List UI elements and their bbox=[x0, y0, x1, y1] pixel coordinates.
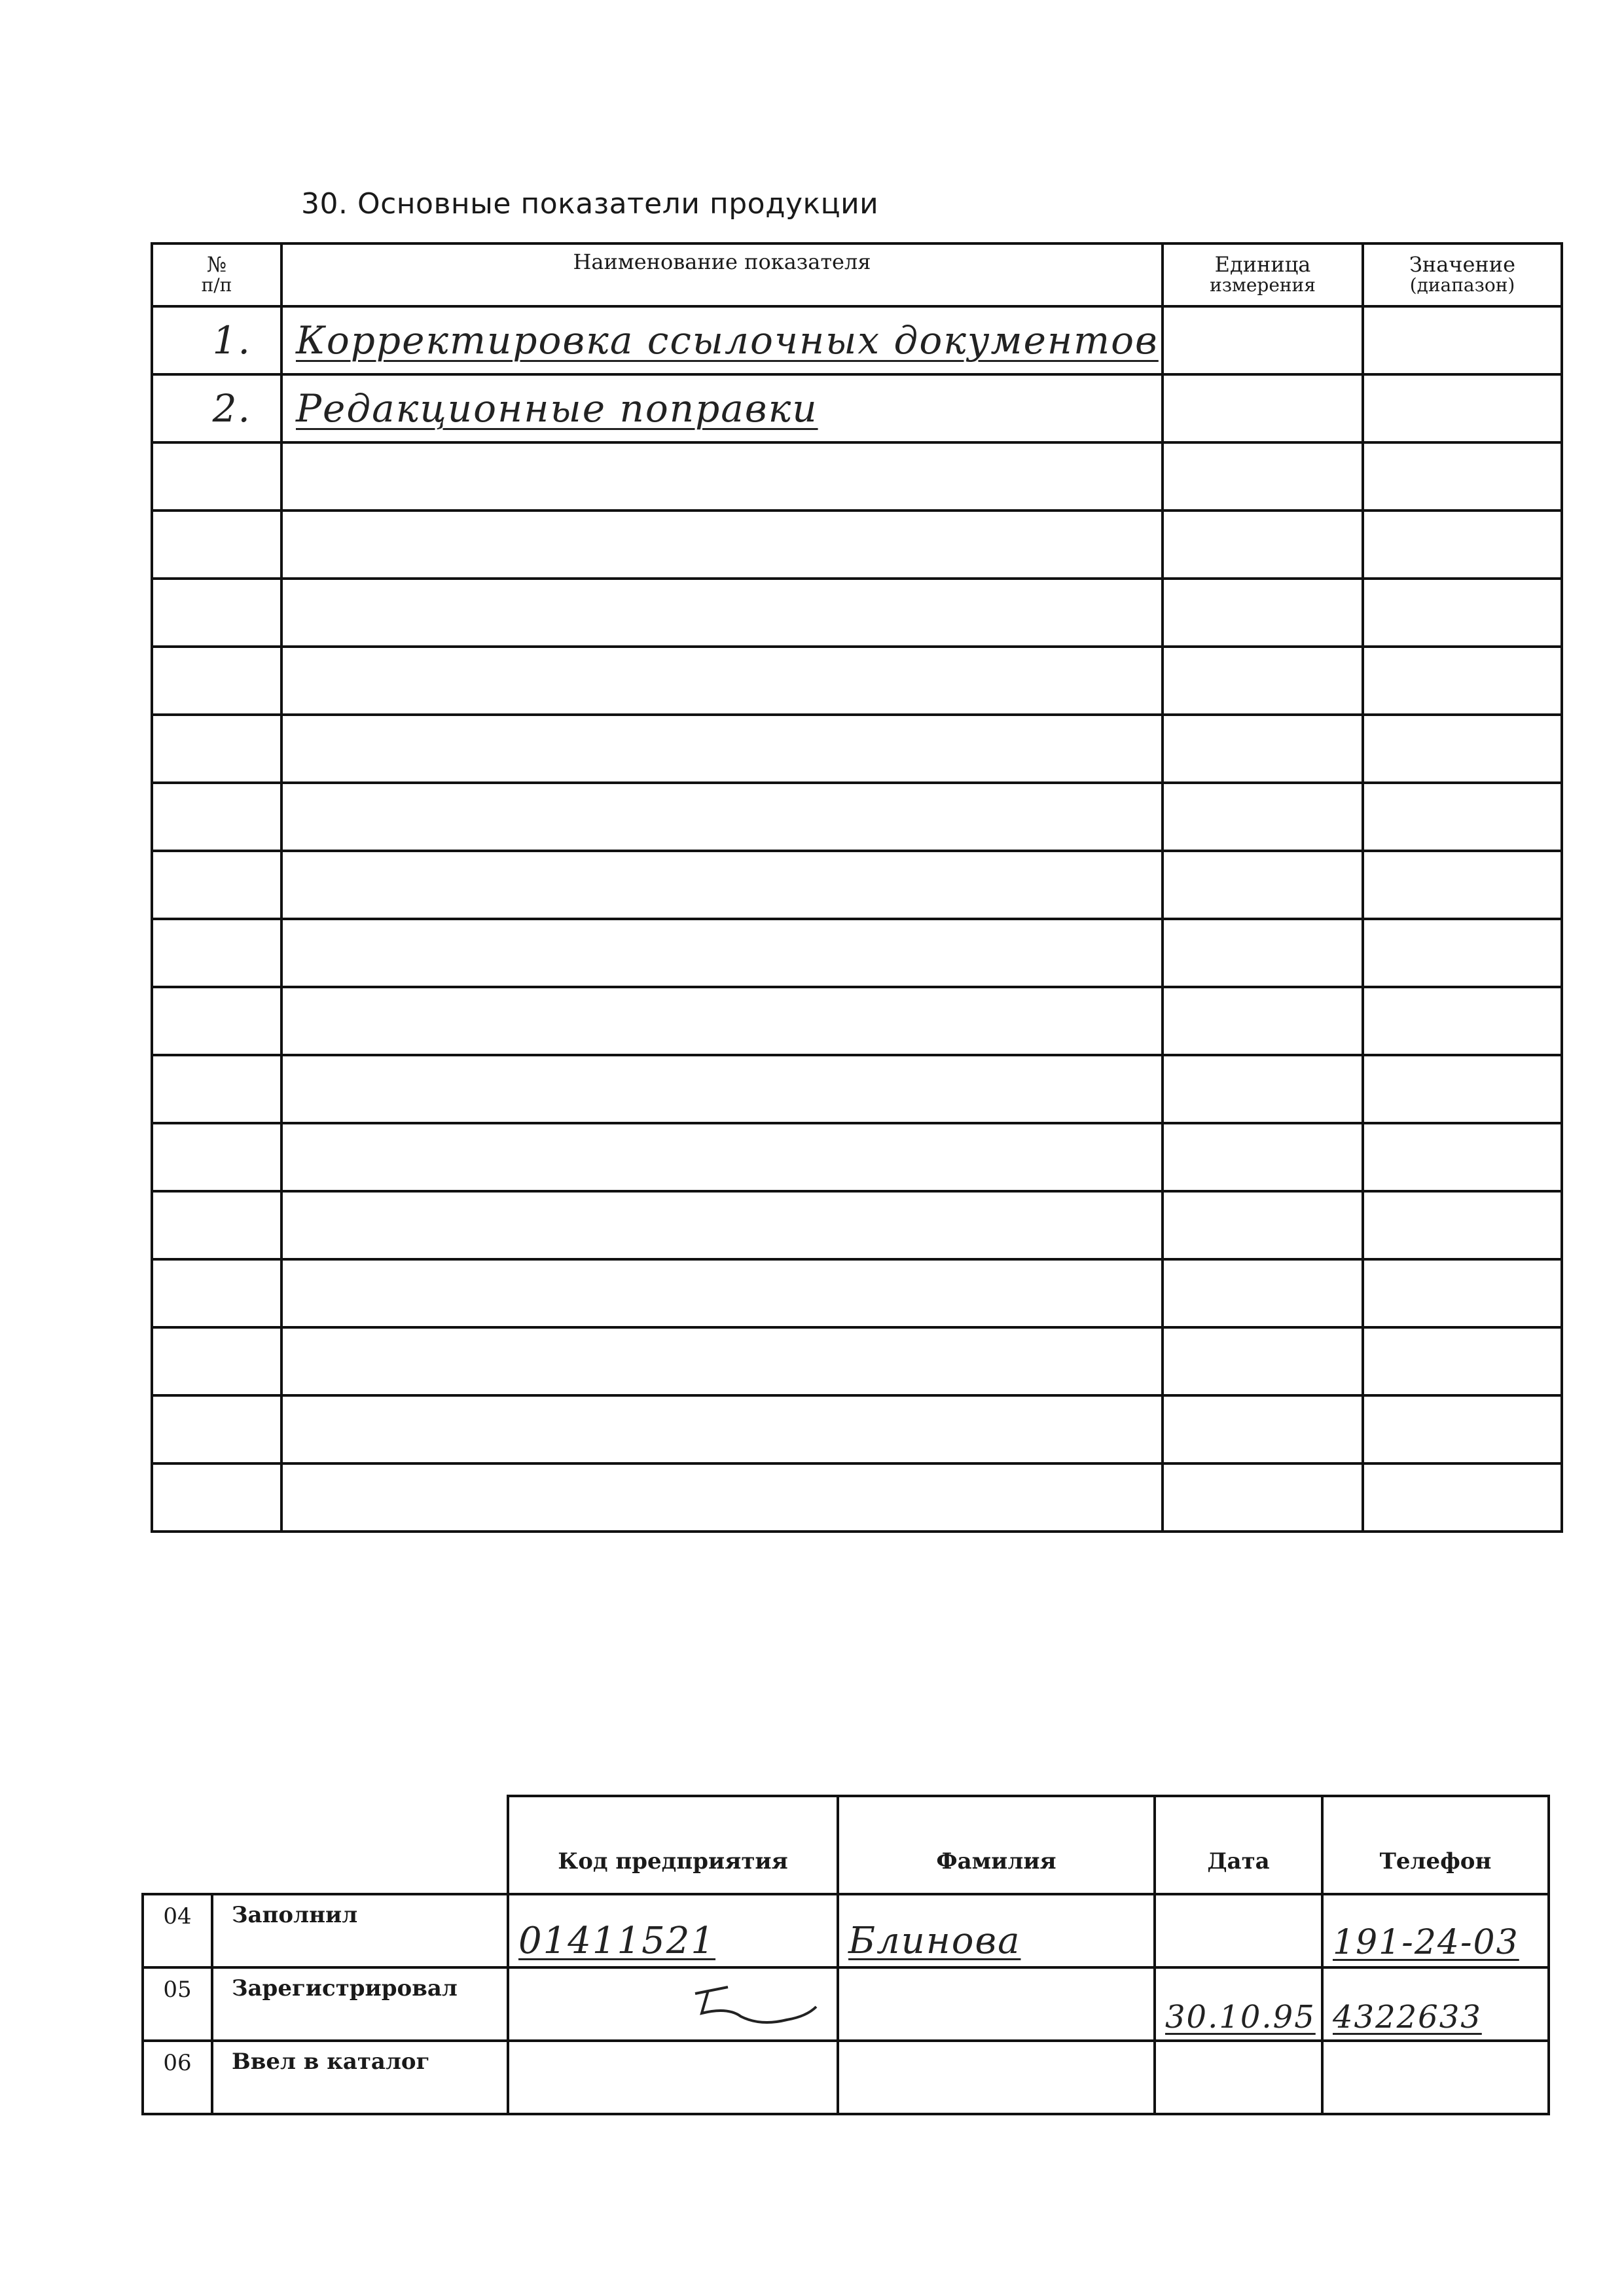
unit-cell[interactable] bbox=[1163, 1395, 1363, 1463]
value-cell[interactable] bbox=[1363, 511, 1562, 579]
row-code: 04 bbox=[143, 1894, 212, 1967]
phone-header: Телефон bbox=[1322, 1796, 1549, 1894]
value-cell[interactable] bbox=[1363, 306, 1562, 374]
unit-cell[interactable] bbox=[1163, 374, 1363, 442]
unit-cell[interactable] bbox=[1163, 919, 1363, 987]
indicator-name-cell[interactable] bbox=[281, 511, 1163, 579]
company-code-value: 01411521 bbox=[518, 1920, 716, 1962]
indicator-name-cell[interactable] bbox=[281, 1191, 1163, 1259]
row-number-cell[interactable] bbox=[152, 1055, 281, 1123]
indicator-name-cell[interactable] bbox=[281, 715, 1163, 783]
row-role: Ввел в каталог bbox=[212, 2041, 508, 2114]
row-number-cell[interactable] bbox=[152, 442, 281, 511]
value-cell[interactable] bbox=[1363, 1395, 1562, 1463]
row-number-cell[interactable] bbox=[152, 851, 281, 919]
unit-cell[interactable] bbox=[1163, 511, 1363, 579]
indicator-name-cell[interactable] bbox=[281, 783, 1163, 851]
date-cell[interactable] bbox=[1155, 2041, 1322, 2114]
row-number-cell[interactable] bbox=[152, 987, 281, 1055]
name-header-label: Наименование показателя bbox=[573, 249, 871, 274]
signature-scribble bbox=[689, 1981, 820, 2036]
indicator-name-cell[interactable] bbox=[281, 1327, 1163, 1395]
num-header-line1: № bbox=[206, 252, 227, 277]
value-cell[interactable] bbox=[1363, 374, 1562, 442]
indicator-name-cell[interactable] bbox=[281, 442, 1163, 511]
indicator-name-cell[interactable] bbox=[281, 1055, 1163, 1123]
unit-cell[interactable] bbox=[1163, 647, 1363, 715]
row-number-cell[interactable] bbox=[152, 374, 281, 442]
unit-cell[interactable] bbox=[1163, 306, 1363, 374]
phone-value: 4322633 bbox=[1333, 1999, 1482, 2036]
empty-table-row bbox=[152, 511, 1562, 579]
table-row bbox=[152, 306, 1562, 374]
phone-cell[interactable] bbox=[1322, 1894, 1549, 1967]
company-code-cell[interactable] bbox=[508, 2041, 838, 2114]
unit-cell[interactable] bbox=[1163, 1327, 1363, 1395]
empty-table-row bbox=[152, 442, 1562, 511]
unit-cell[interactable] bbox=[1163, 442, 1363, 511]
unit-cell[interactable] bbox=[1163, 1123, 1363, 1191]
value-cell[interactable] bbox=[1363, 1055, 1562, 1123]
signature-header-row bbox=[143, 1796, 1549, 1894]
empty-table-row bbox=[152, 1327, 1562, 1395]
unit-header-line1: Единица bbox=[1214, 252, 1311, 277]
num-header bbox=[152, 243, 281, 306]
empty-table-row bbox=[152, 647, 1562, 715]
company-code-cell[interactable] bbox=[508, 1967, 838, 2041]
row-number-cell[interactable] bbox=[152, 1259, 281, 1327]
empty-table-row bbox=[152, 919, 1562, 987]
signature-row bbox=[143, 2041, 1549, 2114]
date-cell[interactable] bbox=[1155, 1967, 1322, 2041]
table-row bbox=[152, 374, 1562, 442]
unit-cell[interactable] bbox=[1163, 579, 1363, 647]
value-cell[interactable] bbox=[1363, 579, 1562, 647]
indicator-name-cell[interactable] bbox=[281, 1123, 1163, 1191]
empty-table-row bbox=[152, 1259, 1562, 1327]
row-number-cell[interactable] bbox=[152, 1327, 281, 1395]
row-number-cell[interactable] bbox=[152, 306, 281, 374]
value-header-line1: Значение bbox=[1409, 252, 1516, 277]
empty-table-row bbox=[152, 1395, 1562, 1463]
unit-cell[interactable] bbox=[1163, 1259, 1363, 1327]
indicators-header-row bbox=[152, 243, 1562, 306]
row-number-cell[interactable] bbox=[152, 1191, 281, 1259]
row-code: 05 bbox=[143, 1967, 212, 2041]
empty-table-row bbox=[152, 987, 1562, 1055]
unit-cell[interactable] bbox=[1163, 851, 1363, 919]
unit-cell[interactable] bbox=[1163, 783, 1363, 851]
signature-row bbox=[143, 1967, 1549, 2041]
empty-table-row bbox=[152, 1463, 1562, 1532]
empty-table-row bbox=[152, 1191, 1562, 1259]
row-number-cell[interactable] bbox=[152, 511, 281, 579]
row-number-cell[interactable] bbox=[152, 1395, 281, 1463]
value-cell[interactable] bbox=[1363, 851, 1562, 919]
row-number-cell[interactable] bbox=[152, 1463, 281, 1532]
row-number-cell[interactable] bbox=[152, 579, 281, 647]
company-code-header: Код предприятия bbox=[508, 1796, 838, 1894]
row-number-cell[interactable] bbox=[152, 1123, 281, 1191]
value-cell[interactable] bbox=[1363, 987, 1562, 1055]
indicators-table bbox=[151, 242, 1563, 1533]
indicator-name-cell[interactable] bbox=[281, 1463, 1163, 1532]
surname-cell[interactable] bbox=[838, 2041, 1155, 2114]
unit-cell[interactable] bbox=[1163, 987, 1363, 1055]
value-cell[interactable] bbox=[1363, 1259, 1562, 1327]
value-cell[interactable] bbox=[1363, 783, 1562, 851]
unit-cell[interactable] bbox=[1163, 1055, 1363, 1123]
signature-row bbox=[143, 1894, 1549, 1967]
value-header-line2: (диапазон) bbox=[1409, 274, 1515, 296]
phone-value: 191-24-03 bbox=[1333, 1923, 1519, 1962]
unit-cell[interactable] bbox=[1163, 1463, 1363, 1532]
indicator-name-cell[interactable] bbox=[281, 1395, 1163, 1463]
surname-value: Блинова bbox=[848, 1920, 1021, 1962]
empty-table-row bbox=[152, 783, 1562, 851]
empty-table-row bbox=[152, 851, 1562, 919]
row-role: Зарегистрировал bbox=[212, 1967, 508, 2041]
phone-cell[interactable] bbox=[1322, 2041, 1549, 2114]
date-header: Дата bbox=[1155, 1796, 1322, 1894]
unit-header bbox=[1163, 243, 1363, 306]
surname-cell[interactable] bbox=[838, 1894, 1155, 1967]
signature-table bbox=[141, 1795, 1550, 2115]
indicator-name-cell[interactable] bbox=[281, 919, 1163, 987]
company-code-cell[interactable] bbox=[508, 1894, 838, 1967]
empty-table-row bbox=[152, 1123, 1562, 1191]
indicator-name-cell[interactable] bbox=[281, 647, 1163, 715]
indicator-name-cell[interactable] bbox=[281, 579, 1163, 647]
row-number-cell[interactable] bbox=[152, 647, 281, 715]
surname-cell[interactable] bbox=[838, 1967, 1155, 2041]
indicator-name-cell[interactable] bbox=[281, 374, 1163, 442]
value-header bbox=[1363, 243, 1562, 306]
value-cell[interactable] bbox=[1363, 442, 1562, 511]
unit-cell[interactable] bbox=[1163, 1191, 1363, 1259]
unit-cell[interactable] bbox=[1163, 715, 1363, 783]
value-cell[interactable] bbox=[1363, 715, 1562, 783]
blank-rows bbox=[152, 442, 1562, 1532]
row-number-cell[interactable] bbox=[152, 783, 281, 851]
indicator-name: Редакционные поправки bbox=[296, 386, 818, 431]
row-number: 2. bbox=[212, 386, 251, 431]
surname-header: Фамилия bbox=[838, 1796, 1155, 1894]
date-cell[interactable] bbox=[1155, 1894, 1322, 1967]
value-cell[interactable] bbox=[1363, 919, 1562, 987]
value-cell[interactable] bbox=[1363, 1327, 1562, 1395]
empty-table-row bbox=[152, 715, 1562, 783]
value-cell[interactable] bbox=[1363, 1463, 1562, 1532]
indicator-name-cell[interactable] bbox=[281, 851, 1163, 919]
phone-cell[interactable] bbox=[1322, 1967, 1549, 2041]
empty-table-row bbox=[152, 579, 1562, 647]
value-cell[interactable] bbox=[1363, 1123, 1562, 1191]
value-cell[interactable] bbox=[1363, 647, 1562, 715]
row-number-cell[interactable] bbox=[152, 715, 281, 783]
indicator-name: Корректировка ссылочных документов bbox=[296, 318, 1159, 363]
row-number: 1. bbox=[212, 318, 251, 363]
date-value: 30.10.95 bbox=[1165, 1999, 1316, 2036]
indicator-name-cell[interactable] bbox=[281, 306, 1163, 374]
name-header bbox=[281, 243, 1163, 306]
indicator-name-cell[interactable] bbox=[281, 1259, 1163, 1327]
unit-header-line2: измерения bbox=[1210, 274, 1316, 296]
row-role: Заполнил bbox=[212, 1894, 508, 1967]
signature-header-spacer bbox=[143, 1796, 508, 1894]
section-title: 30. Основные показатели продукции bbox=[301, 187, 879, 221]
value-cell[interactable] bbox=[1363, 1191, 1562, 1259]
num-header-line2: п/п bbox=[201, 274, 232, 296]
row-code: 06 bbox=[143, 2041, 212, 2114]
row-number-cell[interactable] bbox=[152, 919, 281, 987]
empty-table-row bbox=[152, 1055, 1562, 1123]
indicator-name-cell[interactable] bbox=[281, 987, 1163, 1055]
